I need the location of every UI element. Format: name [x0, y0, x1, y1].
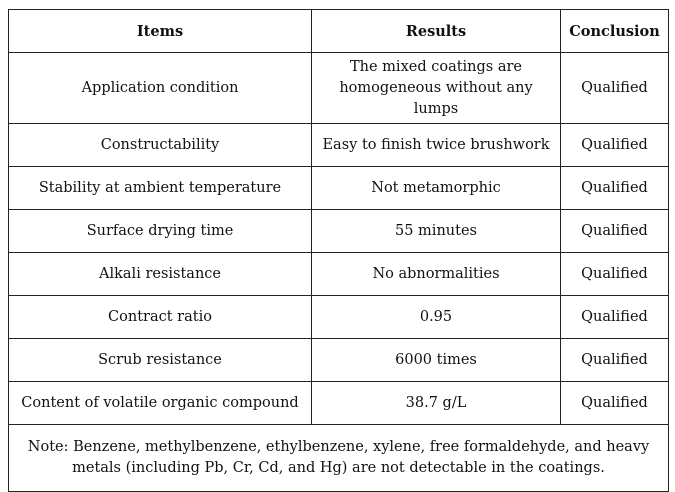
- result-cell: Easy to finish twice brushwork: [312, 124, 561, 167]
- item-cell: Constructability: [9, 124, 312, 167]
- table-row: [9, 124, 669, 167]
- item-cell: Alkali resistance: [9, 253, 312, 296]
- conclusion-cell: Qualified: [561, 124, 669, 167]
- table-row: [9, 382, 669, 425]
- header-results: Results: [312, 10, 561, 53]
- conclusion-cell: Qualified: [561, 382, 669, 425]
- table-row: [9, 53, 669, 124]
- table-row: [9, 339, 669, 382]
- item-cell: Contract ratio: [9, 296, 312, 339]
- table-note: Note: Benzene, methylbenzene, ethylbenzene, xylene, free formaldehyde, and heavy metals (including Pb, Cr, Cd, and Hg) are not detectable in the coatings.: [9, 425, 669, 492]
- conclusion-cell: Qualified: [561, 167, 669, 210]
- conclusion-cell: Qualified: [561, 296, 669, 339]
- item-cell: Scrub resistance: [9, 339, 312, 382]
- result-cell: 38.7 g/L: [312, 382, 561, 425]
- result-cell: 0.95: [312, 296, 561, 339]
- table-row: [9, 253, 669, 296]
- conclusion-cell: Qualified: [561, 253, 669, 296]
- conclusion-cell: Qualified: [561, 53, 669, 124]
- table-row: [9, 167, 669, 210]
- table-row: [9, 296, 669, 339]
- conclusion-cell: Qualified: [561, 339, 669, 382]
- item-cell: Content of volatile organic compound: [9, 382, 312, 425]
- header-conclusion: Conclusion: [561, 10, 669, 53]
- result-cell: 55 minutes: [312, 210, 561, 253]
- header-row: [9, 10, 669, 53]
- result-cell: No abnormalities: [312, 253, 561, 296]
- item-cell: Stability at ambient temperature: [9, 167, 312, 210]
- result-cell: 6000 times: [312, 339, 561, 382]
- results-table: [8, 9, 669, 492]
- header-items: Items: [9, 10, 312, 53]
- result-cell: Not metamorphic: [312, 167, 561, 210]
- note-row: [9, 425, 669, 492]
- result-cell: The mixed coatings are homogeneous without any lumps: [312, 53, 561, 124]
- table-row: [9, 210, 669, 253]
- item-cell: Application condition: [9, 53, 312, 124]
- conclusion-cell: Qualified: [561, 210, 669, 253]
- item-cell: Surface drying time: [9, 210, 312, 253]
